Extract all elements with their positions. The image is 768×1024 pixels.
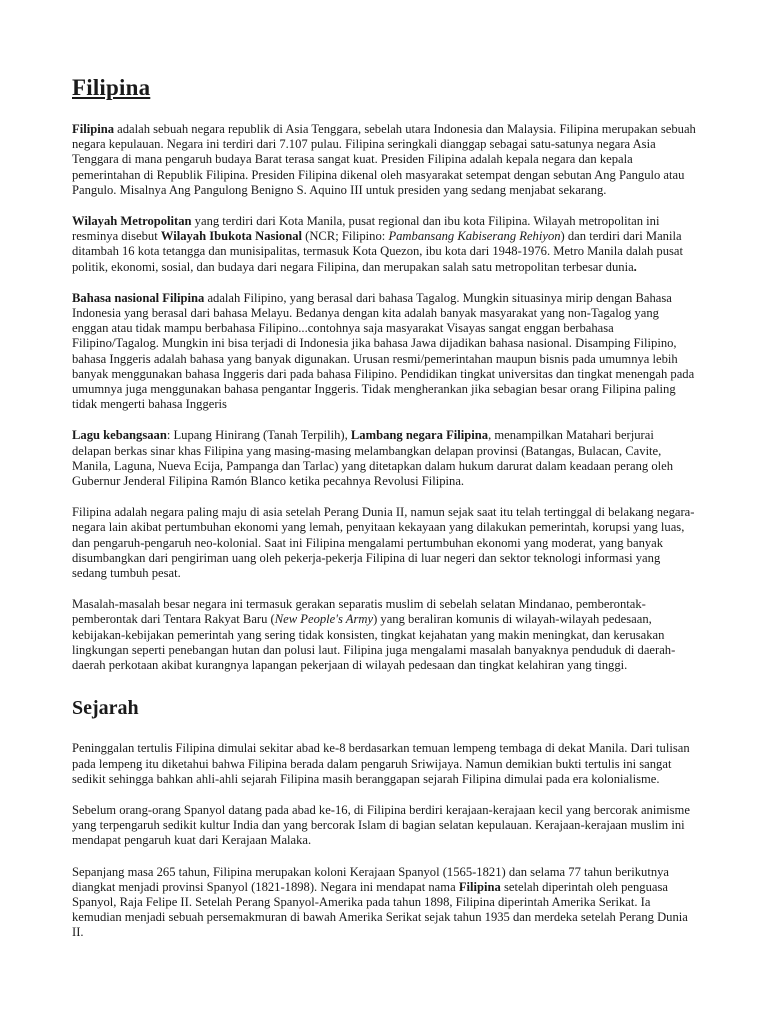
bold-term: Bahasa nasional Filipina (72, 290, 205, 305)
paragraph-economy: Filipina adalah negara paling maju di asia setelah Perang Dunia II, namun sejak saat itu telah tertinggal di belakang negara-negara lain akibat pertumbuhan ekonomi yang lemah, penyitaan kekayaan yang dilakukan pemerintah, korupsi yang luas, dan pengaruh-pengaruh neo-kolonial. Saat ini Filipina mengalami pertumbuhan ekonomi yang moderat, yang banyak disumbangkan dari pengiriman uang oleh pekerja-pekerja Filipina di luar negeri dan sektor teknologi informasi yang sedang tumbuh pesat. (72, 505, 695, 581)
paragraph-text: ) dan terdiri dari Manila ditambah 16 kota tetangga dan munisipalitas, termasuk Kota Quezon, ibu kota dari 1948-1976. Metro Manila dalah pusat politik, ekonomi, sosial, dan budaya dari negara Filipina, dan merupakan salah satu metropolitan terbesar dunia (72, 229, 683, 274)
paragraph-text: : Lupang Hinirang (Tanah Terpilih), (166, 428, 351, 443)
paragraph-anthem (72, 428, 696, 489)
bold-term: Wilayah Metropolitan (72, 214, 192, 229)
paragraph-intro (72, 122, 696, 198)
bold-term: Lambang negara Filipina (350, 428, 489, 443)
bold-term: Filipina (72, 122, 114, 136)
paragraph-text: adalah Filipino, yang berasal dari bahasa Tagalog. Mungkin situasinya mirip dengan Bahasa Indonesia yang berasal dari bahasa Melayu. Bedanya dengan kita adalah banyak masyarakat yang non-Tagalog yang enggan atau tidak mampu berbahasa Filipino...contohnya saja masyarakat Visayas sangat enggan berbahasa Filipino/Tagalog. Mungkin ini bisa terjadi di Indonesia jika bahasa Jawa dijadikan bahasa nasional. Disamping Filipino, bahasa Inggeris adalah bahasa yang banyak digunakan. Urusan resmi/pemerintahan maupun bisnis pada umumnya lebih banyak menggunakan bahasa Inggeris dari pada bahasa Filipino. Pendidikan tingkat universitas dan tingkat menengah pada umumnya juga menggunakan bahasa pengantar Inggeris. Tidak mengherankan jika sebagian besar orang Filipina paling tidak mengerti bahasa Inggeris (72, 290, 695, 412)
page-title: Filipina (72, 75, 151, 100)
paragraph-history-2: Sebelum orang-orang Spanyol datang pada abad ke-16, di Filipina berdiri kerajaan-kerajaan kecil yang bercorak animisme yang terpengaruh sedikit kultur India dan yang bercorak Islam di bagian selatan kepulauan. Kerajaan-kerajaan muslim ini mendapat pengaruh kuat dari Kerajaan Malaka. (72, 802, 690, 848)
paragraph-metropolitan (72, 214, 696, 275)
paragraph-text: yang terdiri dari Kota Manila, pusat regional dan ibu kota Filipina. Wilayah metropolitan ini resminya disebut (72, 214, 660, 244)
italic-term: Pambansang Kabiserang Rehiyon (388, 229, 561, 244)
paragraph-problems (72, 597, 696, 673)
bold-period: . (633, 259, 637, 274)
bold-term: Lagu kebangsaan (72, 428, 167, 443)
paragraph-language (72, 291, 696, 413)
bold-term: Filipina (458, 879, 501, 894)
paragraph-history-1: Peninggalan tertulis Filipina dimulai sekitar abad ke-8 berdasarkan temuan lempeng tembaga di dekat Manila. Dari tulisan pada lempeng itu diketahui bahwa Filipina berada dalam pengaruh Sriwijaya. Namun demikian bukti tertulis ini sangat sedikit sehingga bahkan ahli-ahli sejarah Filipina masih beranggapan sejarah Filipina dimulai pada era kolonialisme. (72, 741, 690, 786)
paragraph-text: (NCR; Filipino: (302, 229, 389, 244)
section-heading-history: Sejarah (72, 697, 139, 720)
paragraph-text: Masalah-masalah besar negara ini termasuk gerakan separatis muslim di sebelah selatan Mindanao, pemberontak-pemberontak dari Tentara Rakyat Baru ( (72, 597, 646, 627)
paragraph-text: Sepanjang masa 265 tahun, Filipina merupakan koloni Kerajaan Spanyol (1565-1821) dan selama 77 tahun berikutnya diangkat menjadi provinsi Spanyol (1821-1898). Negara ini mendapat nama (72, 864, 670, 894)
paragraph-text: adalah sebuah negara republik di Asia Tenggara, sebelah utara Indonesia dan Malaysia. Filipina merupakan sebuah negara kepulauan. Negara ini terdiri dari 7.107 pulau. Filipina seringkali dianggap sebagai satu-satunya negara Asia Tenggara di mana pengaruh budaya Barat terasa sangat kuat. Presiden Filipina adalah kepala negara dan kepala pemerintahan di Republik Filipina. Presiden Filipina dikenal oleh masyarakat setempat dengan sebutan Ang Pangulo atau Pangulo. Misalnya Ang Pangulong Benigno S. Aquino III untuk presiden yang sedang menjabat sekarang. (72, 122, 696, 197)
italic-term: New People's Army (274, 612, 374, 627)
paragraph-text: ) yang beraliran komunis di wilayah-wilayah pedesaan, kebijakan-kebijakan pemerintah yang sering tidak konsisten, tingkat kejahatan yang makin meningkat, dan kerusakan lingkungan seperti penebangan hutan dan polusi laut. Filipina juga mengalami masalah banyaknya penduduk di daerah-daerah perkotaan akibat kurangnya lapangan pekerjaan di wilayah pedesaan dan tingkat kelahiran yang tinggi. (72, 612, 676, 673)
paragraph-text: , menampilkan Matahari berjurai delapan berkas sinar khas Filipina yang masing-masing melambangkan delapan provinsi (Batangas, Bulacan, Cavite, Manila, Laguna, Nueva Ecija, Pampanga dan Tarlac) yang ditetapkan dalam hukum darurat dalam keadaan perang oleh Gubernur Jenderal Filipina Ramón Blanco ketika pecahnya Revolusi Filipina. (72, 428, 674, 489)
paragraph-text: setelah diperintah oleh penguasa Spanyol, Raja Felipe II. Setelah Perang Spanyol-Amerika pada tahun 1898, Filipina diperintah Amerika Serikat. Ia kemudian menjadi sebuah persemakmuran di bawah Amerika Serikat sejak tahun 1935 dan merdeka setelah Perang Dunia II. (72, 879, 688, 940)
bold-term: Wilayah Ibukota Nasional (160, 229, 302, 244)
paragraph-history-3 (72, 865, 696, 941)
